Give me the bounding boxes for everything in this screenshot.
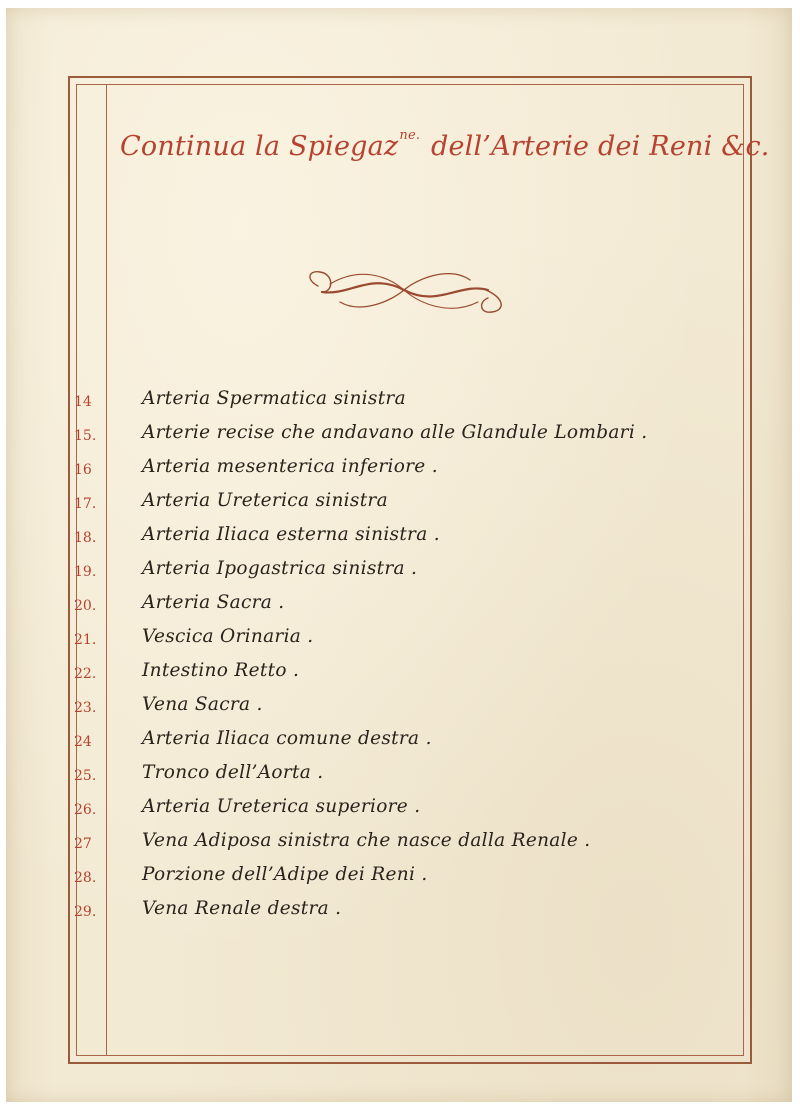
list-item [70, 762, 730, 796]
item-text: Arteria Iliaca esterna sinistra . [142, 524, 440, 545]
item-number: 20. [74, 598, 97, 614]
list-item [70, 456, 730, 490]
item-number: 19. [74, 564, 97, 580]
item-text: Arteria Spermatica sinistra [142, 388, 406, 409]
item-text: Porzione dell’Adipe dei Reni . [142, 864, 428, 885]
legend-list [70, 388, 730, 932]
item-text: Vescica Orinaria . [142, 626, 314, 647]
item-number: 29. [74, 904, 97, 920]
item-text: Intestino Retto . [142, 660, 300, 681]
list-item [70, 694, 730, 728]
list-item [70, 524, 730, 558]
item-text: Vena Renale destra . [142, 898, 342, 919]
list-item [70, 490, 730, 524]
item-text: Arteria Iliaca comune destra . [142, 728, 432, 749]
title-main: Continua la Spiegaz [120, 131, 399, 162]
list-item [70, 388, 730, 422]
flourish-ornament [300, 262, 508, 322]
item-number: 27 [74, 836, 92, 852]
list-item [70, 422, 730, 456]
list-item [70, 660, 730, 694]
title-superscript: ne. [399, 128, 421, 143]
item-text: Arteria mesenterica inferiore . [142, 456, 438, 477]
item-text: Vena Sacra . [142, 694, 263, 715]
list-item [70, 830, 730, 864]
list-item [70, 728, 730, 762]
item-text: Tronco dell’Aorta . [142, 762, 324, 783]
item-number: 25. [74, 768, 97, 784]
list-item [70, 558, 730, 592]
item-text: Arteria Ureterica sinistra [142, 490, 388, 511]
list-item [70, 898, 730, 932]
item-number: 26. [74, 802, 97, 818]
item-number: 23. [74, 700, 97, 716]
item-number: 15. [74, 428, 97, 444]
item-number: 24 [74, 734, 92, 750]
item-number: 16 [74, 462, 92, 478]
item-number: 21. [74, 632, 97, 648]
page-title [120, 128, 770, 162]
item-number: 17. [74, 496, 97, 512]
list-item [70, 592, 730, 626]
item-text: Arteria Sacra . [142, 592, 285, 613]
item-text: Arteria Ureterica superiore . [142, 796, 421, 817]
item-number: 28. [74, 870, 97, 886]
item-text: Arterie recise che andavano alle Glandule Lombari . [142, 422, 648, 443]
item-text: Arteria Ipogastrica sinistra . [142, 558, 418, 579]
item-text: Vena Adiposa sinistra che nasce dalla Renale . [142, 830, 591, 851]
item-number: 22. [74, 666, 97, 682]
list-item [70, 626, 730, 660]
list-item [70, 796, 730, 830]
item-number: 14 [74, 394, 92, 410]
item-number: 18. [74, 530, 97, 546]
title-rest: dell’Arterie dei Reni &c. [422, 131, 770, 162]
list-item [70, 864, 730, 898]
